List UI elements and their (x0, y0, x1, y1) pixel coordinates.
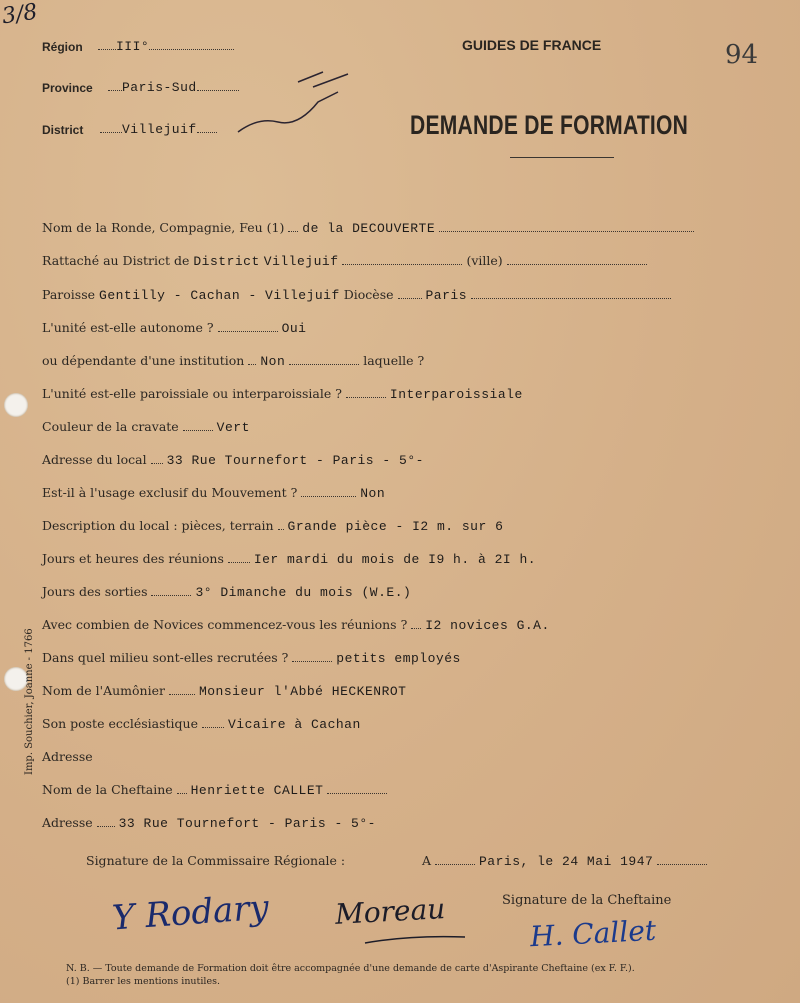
field-local-description: Description du local : pièces, terrain Grande pièce - I2 m. sur 6 (42, 518, 504, 534)
field-institution-value: Non (260, 354, 286, 369)
cheftaine-signature-label: Signature de la Cheftaine (502, 893, 672, 908)
field-chaplain-address: Adresse (42, 749, 93, 764)
field-meetings: Jours et heures des réunions Ier mardi du mois de I9 h. à 2I h. (42, 551, 537, 567)
footer-note: (1) Barrer les mentions inutiles. (66, 976, 220, 987)
signature-underline (360, 925, 470, 955)
region-label: Région (42, 40, 83, 54)
field-novices: Avec combien de Novices commencez-vous les réunions ? I2 novices G.A. (42, 617, 550, 633)
org-name: GUIDES DE FRANCE (462, 37, 602, 53)
field-tie-color-value: Vert (216, 420, 250, 435)
field-parish: Paroisse Gentilly - Cachan - Villejuif Diocèse Paris (42, 287, 671, 303)
signature-rodary: Y Rodary (110, 887, 271, 939)
field-chaplain-post: Son poste ecclésiastique Vicaire à Cachan (42, 716, 361, 732)
signature-second: Moreau (334, 892, 447, 931)
field-exclusive-use: Est-il à l'usage exclusif du Mouvement ? Non (42, 485, 386, 501)
field-institution: ou dépendante d'une institution Non laquelle ? (42, 353, 425, 369)
commissaire-signature-label: Signature de la Commissaire Régionale : (86, 853, 346, 868)
field-cheftaine: Nom de la Cheftaine Henriette CALLET (42, 782, 387, 798)
footer-nb: N. B. — Toute demande de Formation doit être accompagnée d'une demande de carte d'Aspirante Cheftaine (ex F. F.). (66, 963, 635, 974)
field-diocese-value: Paris (425, 288, 467, 303)
field-parochial-value: Interparoissiale (389, 387, 523, 402)
field-chaplain-post-value: Vicaire à Cachan (227, 717, 361, 732)
field-autonomous-value: Oui (281, 321, 307, 336)
province-value: Paris-Sud (108, 80, 239, 95)
field-local-description-value: Grande pièce - I2 m. sur 6 (287, 519, 504, 534)
field-attached-district-value: District (193, 254, 260, 269)
title-divider (510, 157, 614, 158)
field-autonomous: L'unité est-elle autonome ? Oui (42, 320, 307, 336)
document-number: 94 (725, 40, 759, 70)
field-cheftaine-address-value: 33 Rue Tournefort - Paris - 5°- (118, 816, 376, 831)
field-chaplain-value: Monsieur l'Abbé HECKENROT (198, 684, 407, 699)
field-novices-value: I2 novices G.A. (425, 618, 550, 633)
field-recruitment-value: petits employés (336, 651, 461, 666)
field-cheftaine-address: Adresse 33 Rue Tournefort - Paris - 5°- (42, 815, 376, 831)
field-outings-value: 3° Dimanche du mois (W.E.) (195, 585, 412, 600)
field-unit-name-value: de la DECOUVERTE (302, 221, 436, 236)
punch-hole (4, 393, 28, 417)
field-tie-color: Couleur de la cravate Vert (42, 419, 250, 435)
district-label: District (42, 123, 84, 137)
field-unit-name: Nom de la Ronde, Compagnie, Feu (1) de la DECOUVERTE (42, 220, 694, 236)
field-cheftaine-value: Henriette CALLET (190, 783, 324, 798)
province-label: Province (42, 81, 93, 95)
field-attached-district: Rattaché au District de District Villejuif (ville) (42, 253, 647, 269)
field-attached-city-value: Villejuif (263, 254, 339, 269)
field-recruitment: Dans quel milieu sont-elles recrutées ? petits employés (42, 650, 461, 666)
handwritten-scribble (228, 62, 358, 142)
corner-mark: 3/8 (0, 0, 39, 30)
field-meetings-value: Ier mardi du mois de I9 h. à 2I h. (253, 552, 537, 567)
place-date-value: Paris, le 24 Mai 1947 (479, 854, 654, 869)
printer-mark: Imp. Souchier, Joanne - 1766 (24, 628, 35, 775)
place-date: A Paris, le 24 Mai 1947 (422, 853, 707, 869)
field-local-address: Adresse du local 33 Rue Tournefort - Paris - 5°- (42, 452, 424, 468)
field-chaplain: Nom de l'Aumônier Monsieur l'Abbé HECKENROT (42, 683, 407, 699)
region-value: III° (98, 39, 234, 54)
field-outings: Jours des sorties 3° Dimanche du mois (W.E.) (42, 584, 412, 600)
district-value: Villejuif (100, 122, 217, 137)
field-parish-value: Gentilly - Cachan - Villejuif (99, 288, 340, 303)
signature-callet: H. Callet (529, 913, 657, 954)
page-title: DEMANDE DE FORMATION (410, 110, 689, 140)
field-exclusive-use-value: Non (360, 486, 386, 501)
field-local-address-value: 33 Rue Tournefort - Paris - 5°- (166, 453, 424, 468)
field-parochial: L'unité est-elle paroissiale ou interparoissiale ? Interparoissiale (42, 386, 523, 402)
